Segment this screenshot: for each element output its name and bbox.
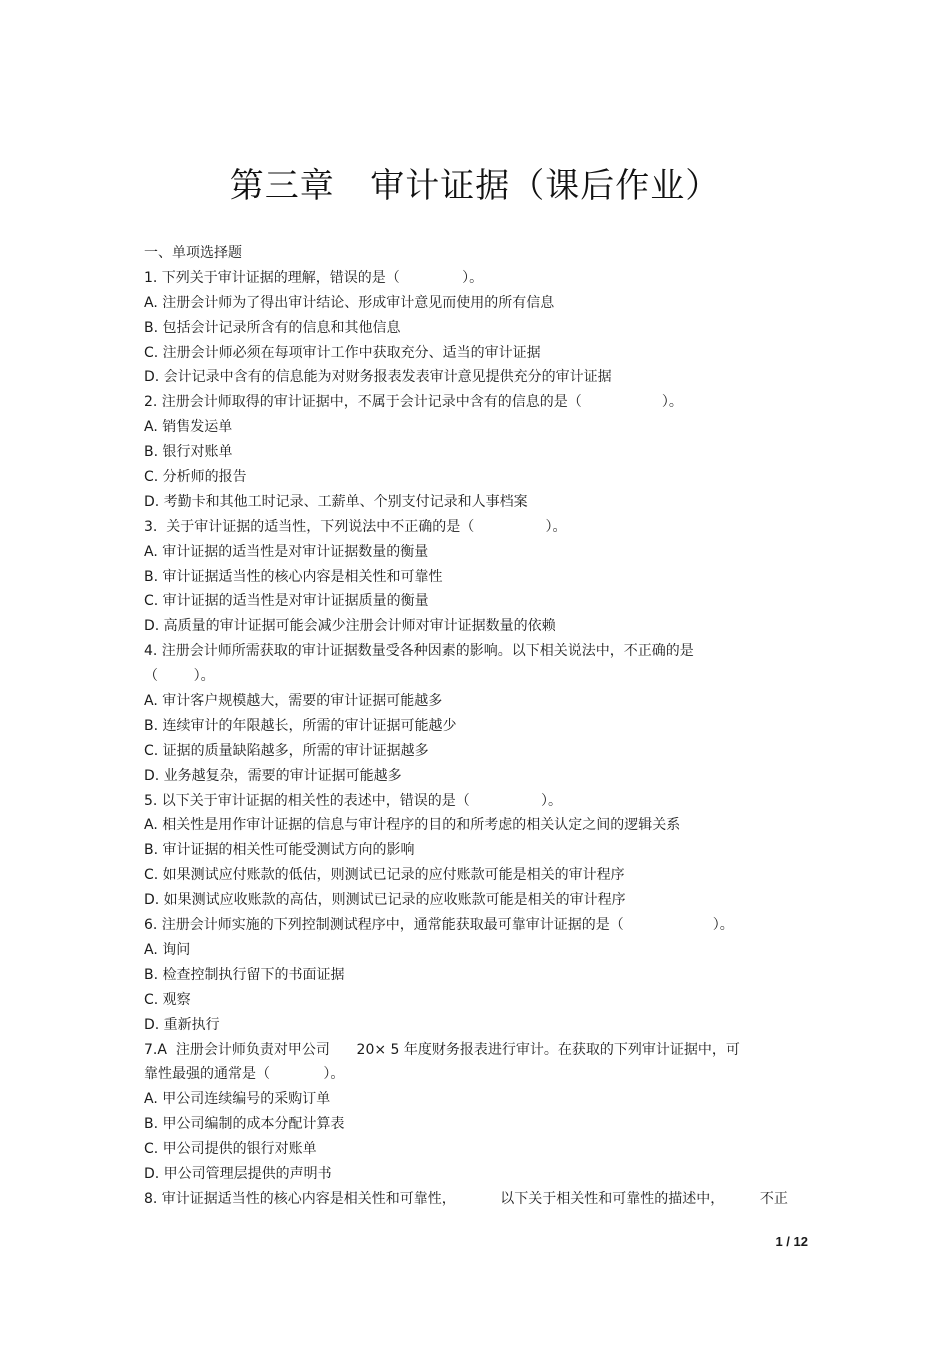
text-line: A. 询问 [144, 941, 191, 958]
text-line: B. 检查控制执行留下的书面证据 [144, 966, 345, 983]
text-line: 4. 注册会计师所需获取的审计证据数量受各种因素的影响。以下相关说法中，不正确的是 [144, 643, 694, 660]
document-body [144, 241, 824, 1212]
text-line: 7.A 注册会计师负责对甲公司 20× 5 年度财务报表进行审计。在获取的下列审计证据中，可 [144, 1041, 740, 1058]
text-line: B. 审计证据适当性的核心内容是相关性和可靠性 [144, 568, 443, 585]
text-line: C. 甲公司提供的银行对账单 [144, 1141, 317, 1158]
text-line: 2. 注册会计师取得的审计证据中，不属于会计记录中含有的信息的是（ ）。 [144, 394, 683, 411]
page-title: 第三章 审计证据（课后作业） [229, 166, 721, 206]
text-line: A. 审计证据的适当性是对审计证据数量的衡量 [144, 543, 429, 560]
text-line: C. 注册会计师必须在每项审计工作中获取充分、适当的审计证据 [144, 344, 541, 361]
text-line: D. 高质量的审计证据可能会减少注册会计师对审计证据数量的依赖 [144, 618, 556, 635]
text-line: C. 分析师的报告 [144, 469, 247, 486]
text-line: C. 如果测试应付账款的低估，则测试已记录的应付账款可能是相关的审计程序 [144, 867, 625, 884]
text-line: 靠性最强的通常是（ ）。 [144, 1066, 345, 1083]
text-line: A. 销售发运单 [144, 419, 233, 436]
text-line: D. 如果测试应收账款的高估，则测试已记录的应收账款可能是相关的审计程序 [144, 892, 626, 909]
text-line: 6. 注册会计师实施的下列控制测试程序中，通常能获取最可靠审计证据的是（ ）。 [144, 917, 734, 934]
text-line: B. 连续审计的年限越长，所需的审计证据可能越少 [144, 717, 457, 734]
text-line: C. 审计证据的适当性是对审计证据质量的衡量 [144, 593, 429, 610]
text-line: 8. 审计证据适当性的核心内容是相关性和可靠性， 以下关于相关性和可靠性的描述中， 不正 [144, 1190, 788, 1207]
text-line: B. 银行对账单 [144, 444, 233, 461]
text-line: 3. 关于审计证据的适当性，下列说法中不正确的是（ ）。 [144, 518, 567, 535]
text-line: D. 考勤卡和其他工时记录、工薪单、个别支付记录和人事档案 [144, 493, 528, 510]
text-line: 1. 下列关于审计证据的理解，错误的是（ ）。 [144, 269, 484, 286]
text-line: C. 证据的质量缺陷越多，所需的审计证据越多 [144, 742, 429, 759]
text-line: 一、单项选择题 [144, 245, 242, 261]
text-line: A. 审计客户规模越大，需要的审计证据可能越多 [144, 693, 443, 710]
text-line: D. 重新执行 [144, 1016, 220, 1033]
text-line: D. 会计记录中含有的信息能为对财务报表发表审计意见提供充分的审计证据 [144, 369, 612, 386]
text-line: D. 甲公司管理层提供的声明书 [144, 1165, 332, 1182]
text-line: D. 业务越复杂，需要的审计证据可能越多 [144, 767, 402, 784]
text-line: B. 甲公司编制的成本分配计算表 [144, 1116, 345, 1133]
text-line: B. 审计证据的相关性可能受测试方向的影响 [144, 842, 415, 859]
text-line: 5. 以下关于审计证据的相关性的表述中，错误的是（ ）。 [144, 792, 563, 809]
text-line: C. 观察 [144, 991, 191, 1008]
text-line: A. 注册会计师为了得出审计结论、形成审计意见而使用的所有信息 [144, 294, 555, 311]
text-line: （ ）。 [144, 668, 215, 685]
text-line: A. 相关性是用作审计证据的信息与审计程序的目的和所考虑的相关认定之间的逻辑关系 [144, 817, 681, 834]
text-line: A. 甲公司连续编号的采购订单 [144, 1091, 331, 1108]
text-line: B. 包括会计记录所含有的信息和其他信息 [144, 319, 401, 336]
page-number: 1 / 12 [775, 1234, 808, 1249]
